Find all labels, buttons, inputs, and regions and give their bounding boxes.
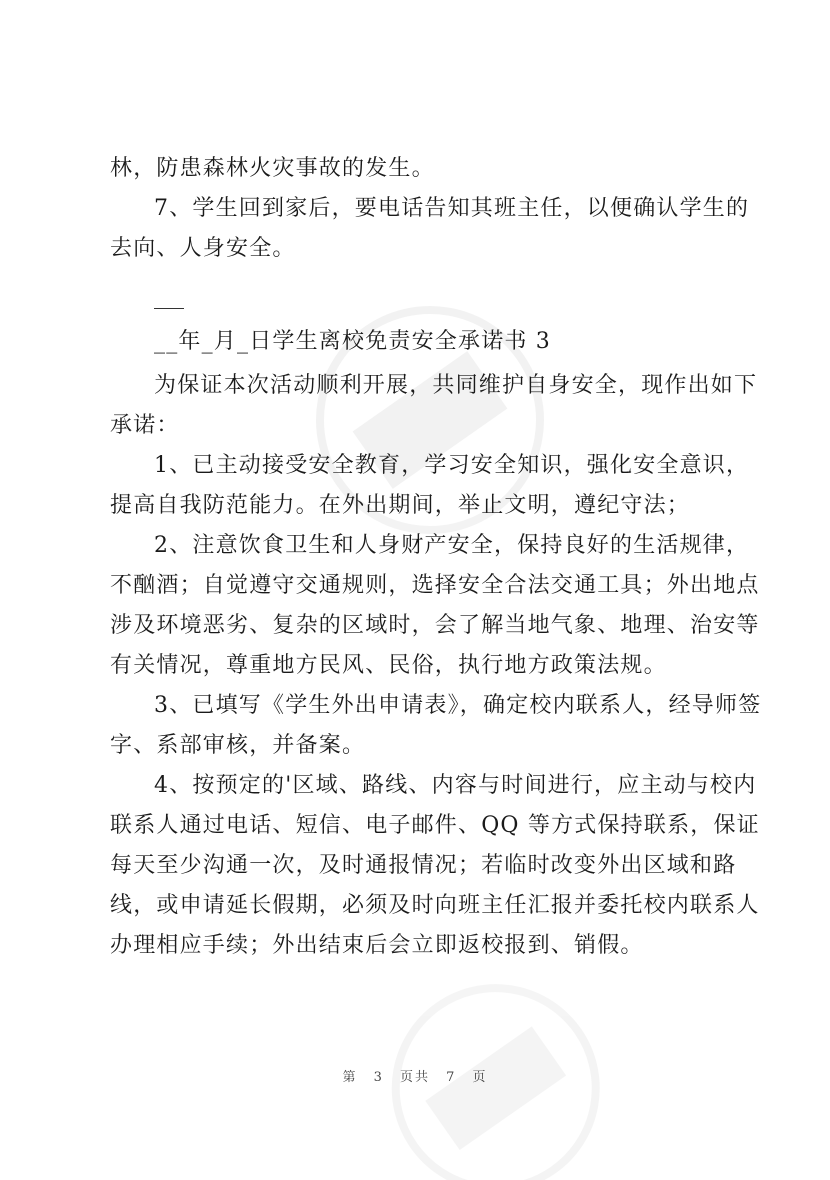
section-title-block xyxy=(110,322,736,362)
paragraph-line: 3、已填写《学生外出申请表》，确定校内联系人，经导师签 xyxy=(154,693,762,718)
paragraph-line: 4、按预定的'区域、路线、内容与时间进行，应主动与校内 xyxy=(154,773,757,798)
paragraph-line: 林，防患森林火灾事故的发生。 xyxy=(110,156,435,181)
paragraph-line: 1、已主动接受安全教育，学习安全知识，强化安全意识， xyxy=(154,453,750,478)
paragraph-line: 2、注意饮食卫生和人身财产安全，保持良好的生活规律， xyxy=(154,533,750,558)
paragraph-line: 提高自我防范能力。在外出期间，举止文明，遵纪守法； xyxy=(110,493,691,518)
paragraph-line: 承诺： xyxy=(110,413,180,438)
paragraph-line: 字、系部审核，并备案。 xyxy=(110,733,366,758)
paragraph-line: 去向、人身安全。 xyxy=(110,236,296,261)
section-title: __年_月_日学生离校免责安全承诺书 3 xyxy=(154,329,551,354)
paragraph-line: 每天至少沟通一次，及时通报情况；若临时改变外出区域和路 xyxy=(110,853,737,878)
paragraph-line: 7、学生回到家后，要电话告知其班主任，以便确认学生的 xyxy=(154,196,750,221)
paragraph-line: 不酗酒；自觉遵守交通规则，选择安全合法交通工具；外出地点 xyxy=(110,573,760,598)
paragraph-line: 有关情况，尊重地方民风、民俗，执行地方政策法规。 xyxy=(110,653,667,678)
page-footer: 第 3 页共 7 页 xyxy=(342,1070,488,1085)
body-text-block xyxy=(110,366,762,966)
paragraph-line: 办理相应手续；外出结束后会立即返校报到、销假。 xyxy=(110,933,644,958)
top-text-block xyxy=(110,149,750,269)
paragraph-line: 线，或申请延长假期，必须及时向班主任汇报并委托校内联系人 xyxy=(110,893,760,918)
paragraph-line: 涉及环境恶劣、复杂的区域时，会了解当地气象、地理、治安等 xyxy=(110,613,760,638)
separator-line xyxy=(154,308,184,309)
paragraph-line: 为保证本次活动顺利开展，共同维护自身安全，现作出如下 xyxy=(154,373,758,398)
paragraph-line: 联系人通过电话、短信、电子邮件、QQ 等方式保持联系，保证 xyxy=(110,813,760,838)
